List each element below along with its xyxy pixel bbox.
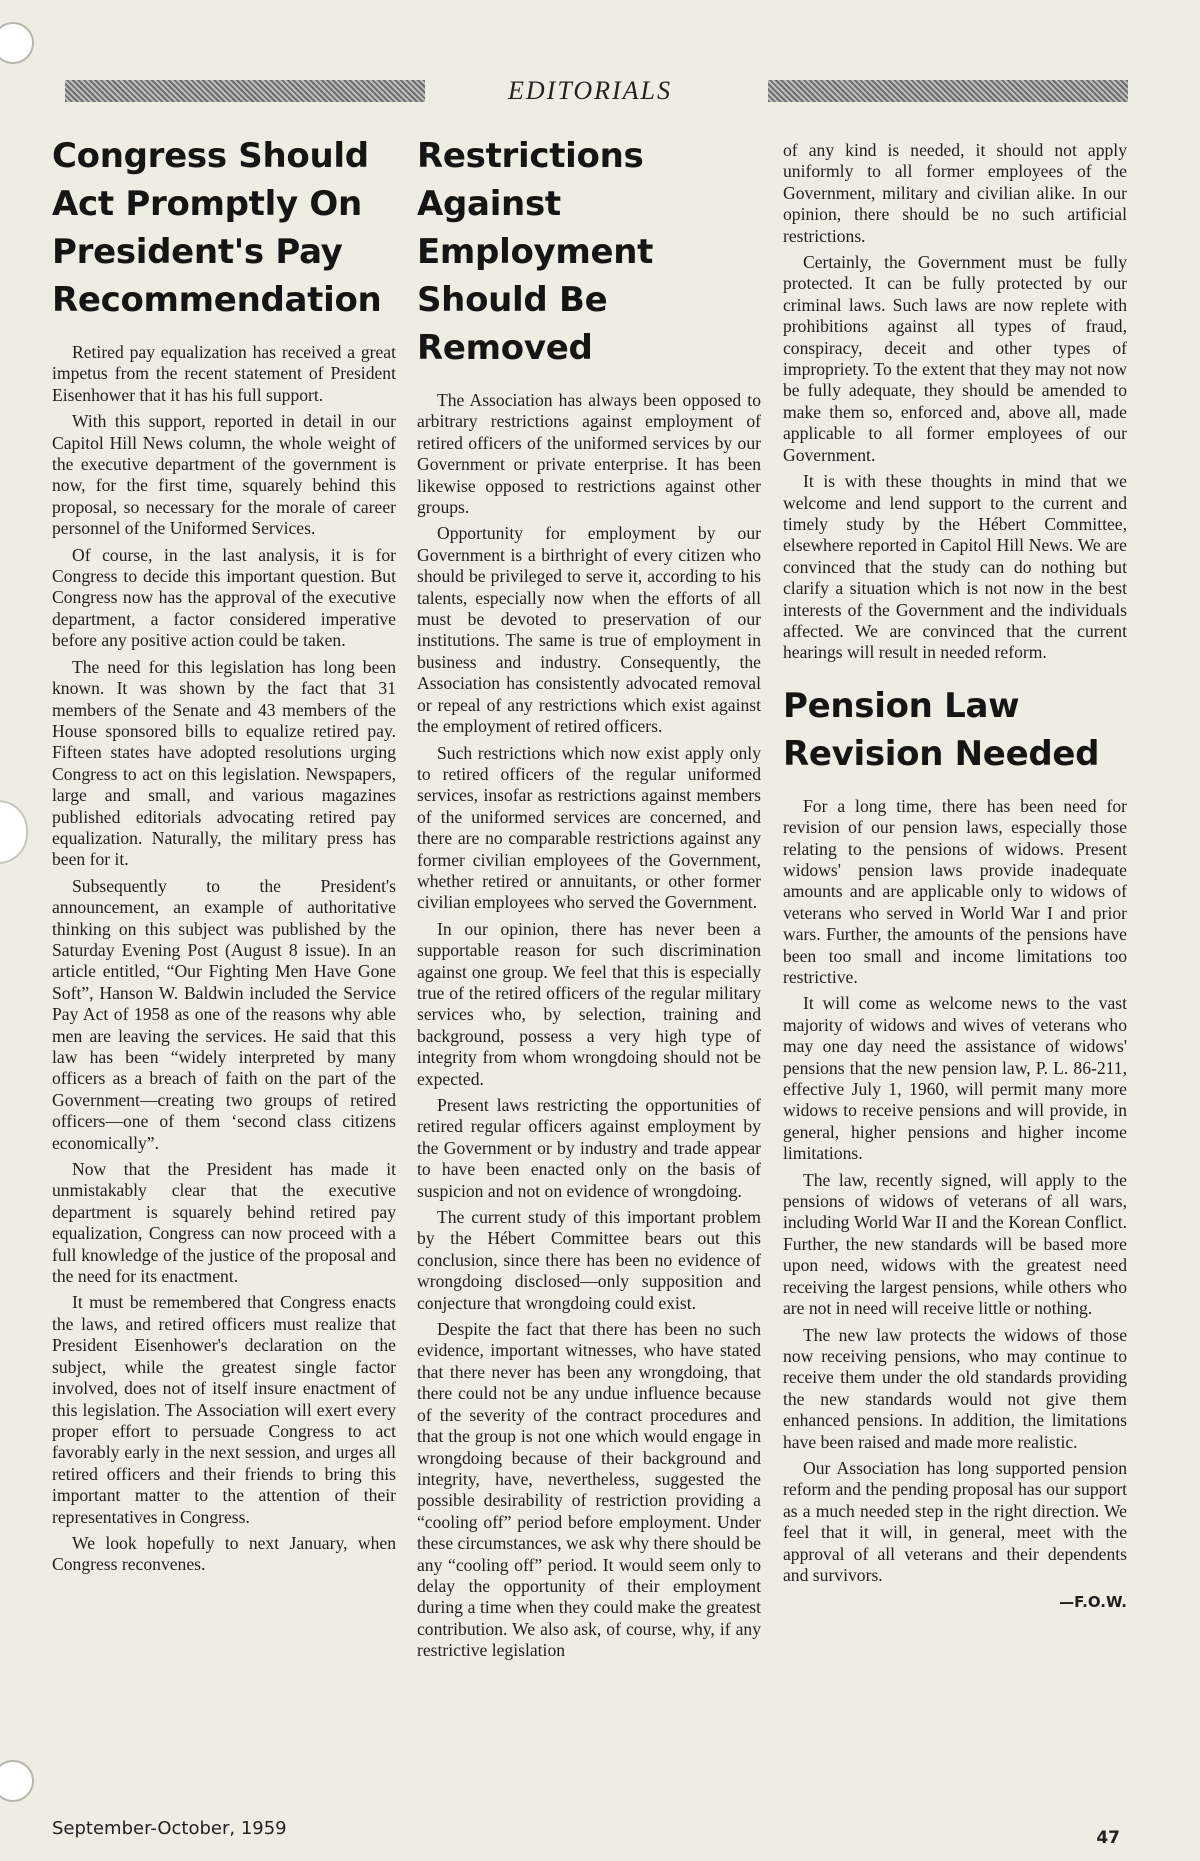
header-pattern-right — [768, 80, 1128, 102]
column-right — [783, 140, 1127, 1614]
header-pattern-left — [65, 80, 425, 102]
column-middle — [417, 132, 761, 1667]
article-paragraph: Opportunity for employment by our Government is a birthright of every citizen who should be privileged to serve it, according to his talents, especially now when the efforts of all must be devoted to preservation of our institutions. The same is true of employment in business and industry. Consequently, the Association has consistently advocated removal or repeal of any restrictions which exist against the employment of retired officers. — [417, 523, 761, 737]
article-paragraph: It must be remembered that Congress enacts the laws, and retired officers must realize that President Eisenhower's declaration on the subject, while the greatest single factor involved, does not of itself insure enactment of this legislation. The Association will exert every proper effort to persuade Congress to act favorably early in the next session, and urges all retired officers and their friends to bring this important matter to the attention of their representatives in Congress. — [52, 1292, 396, 1527]
binder-hole-top — [0, 22, 34, 64]
article-paragraph: For a long time, there has been need for revision of our pension laws, especially those relating to the pensions of widows. Present widows' pension laws provide inadequate amounts and are applicable only to widows of veterans who served in World War I and prior wars. Further, the amounts of the pensions have been too small and income limitations too restrictive. — [783, 795, 1127, 987]
section-title: EDITORIALS — [508, 76, 672, 105]
article-paragraph: Subsequently to the President's announcement, an example of authoritative thinking on this subject was published by the Saturday Evening Post (August 8 issue). In an article entitled, “Our Fighting Men Have Gone Soft”, Hanson W. Baldwin included the Service Pay Act of 1958 as one of the reasons why able men are leaving the services. He said that this law has been “widely interpreted by many officers as a breach of faith on the part of the Government—creating two groups of retired officers—one of them ‘second class citizens economically”. — [52, 875, 396, 1153]
article-paragraph: We look hopefully to next January, when Congress reconvenes. — [52, 1532, 396, 1575]
issue-date: September-October, 1959 — [52, 1818, 287, 1839]
article-paragraph: Our Association has long supported pension reform and the pending proposal has our support as a much needed step in the right direction. We feel that it will, in general, meet with the approval of all veterans and their dependents and survivors. — [783, 1457, 1127, 1585]
article-paragraph-continued: It is with these thoughts in mind that we welcome and lend support to the current and timely study by the Hébert Committee, elsewhere reported in Capitol Hill News. We are convinced that the study can do nothing but clarify a situation which is not now in the best interests of the Government and the individuals affected. We are convinced that the current hearings will result in needed reform. — [783, 471, 1127, 663]
article-paragraph-continued: of any kind is needed, it should not apply uniformly to all former employees of the Government, military and civilian alike. In our opinion, there should be no such artificial restrictions. — [783, 140, 1127, 246]
binder-notch — [0, 800, 28, 864]
article-paragraph: Present laws restricting the opportunities of retired regular officers against employment by the Government or by industry and trade appear to have been enacted only on the basis of suspicion and not on evidence of wrongdoing. — [417, 1095, 761, 1201]
article-paragraph: The law, recently signed, will apply to the pensions of widows of veterans of all wars, including World War II and the Korean Conflict. Further, the new standards will be based more upon need, widows with the greatest need receiving the largest pensions, while others who are not in need will receive little or nothing. — [783, 1169, 1127, 1319]
article-paragraph: Such restrictions which now exist apply only to retired officers of the regular uniformed services, insofar as restrictions against members of the uniformed services are concerned, and there are no comparable restrictions against any former civilian employees of the Government, whether retired or annuitants, or other former civilian employees who served the Government. — [417, 742, 761, 913]
article-paragraph-continued: Certainly, the Government must be fully protected. It can be fully protected by our criminal laws. Such laws are now replete with prohibitions against all types of fraud, conspiracy, deceit and other types of impropriety. To the extent that they may not now be fully adequate, they should be amended to make them so, enforced and, above all, made applicable to all former employees of our Government. — [783, 252, 1127, 465]
article-headline: Pension Law Revision Needed — [783, 685, 1100, 774]
author-signature: —F.O.W. — [1059, 1593, 1127, 1612]
article-paragraph: With this support, reported in detail in our Capitol Hill News column, the whole weight of the executive department of the government is now, for the first time, squarely behind this proposal, so necessary for the morale of career personnel of the Uniformed Services. — [52, 411, 396, 539]
article-paragraph: The need for this legislation has long been known. It was shown by the fact that 31 members of the Senate and 43 members of the House sponsored bills to equalize retired pay. Fifteen states have adopted resolutions urging Congress to act on this legislation. Newspapers, large and small, and various magazines published editorials advocating retired pay equalization. Naturally, the military press has been for it. — [52, 656, 396, 870]
article-headline: Restrictions Against Employment Should Be Removed — [417, 136, 654, 368]
article-paragraph: In our opinion, there has never been a supportable reason for such discrimination against one group. We feel that this is especially true of the retired officers of the regular military services who, by selection, training and background, possess a very high type of integrity from whom wrongdoing should not be expected. — [417, 918, 761, 1089]
article-paragraph: Despite the fact that there has been no such evidence, important witnesses, who have stated that there never has been any wrongdoing, that there could not be any undue influence because of the severity of the contract procedures and that the group is not one which would engage in wrongdoing because of their background and integrity, have, nevertheless, suggested the possible desirability of restriction providing a “cooling off” period before employment. Under these circumstances, we ask why there should be any “cooling off” period. It would seem only to delay the opportunity of their employment during a time when they could make the greatest contribution. We also ask, of course, why, if any restrictive legislation — [417, 1319, 761, 1661]
column-left — [52, 132, 396, 1581]
article-paragraph: The new law protects the widows of those now receiving pensions, who may continue to receive them under the old standards providing the new standards would not give them enhanced pensions. In addition, the limitations have been raised and made more realistic. — [783, 1324, 1127, 1452]
article-paragraph: Retired pay equalization has received a great impetus from the recent statement of President Eisenhower that it has his full support. — [52, 342, 396, 405]
article-paragraph: Of course, in the last analysis, it is for Congress to decide this important question. But Congress now has the approval of the executive department, a factor considered imperative before any positive action could be taken. — [52, 544, 396, 651]
article-paragraph: Now that the President has made it unmistakably clear that the executive department is squarely behind retired pay equalization, Congress can now proceed with a full knowledge of the justice of the proposal and the need for its enactment. — [52, 1159, 396, 1287]
article-paragraph: The current study of this important problem by the Hébert Committee bears out this conclusion, since there has been no evidence of wrongdoing disclosed—only supposition and conjecture that wrongdoing could exist. — [417, 1207, 761, 1313]
article-paragraph: It will come as welcome news to the vast majority of widows and wives of veterans who may one day need the assistance of widows' pensions that the new pension law, P. L. 86-211, effective July 1, 1960, will permit many more widows to receive pensions and will provide, in general, higher pensions and higher income limitations. — [783, 993, 1127, 1164]
article-paragraph: The Association has always been opposed to arbitrary restrictions against employment of retired officers of the uniformed services by our Government or private enterprise. It has been likewise opposed to restrictions against other groups. — [417, 390, 761, 518]
binder-hole-bottom — [0, 1760, 34, 1802]
article-headline: Congress Should Act Promptly On President's Pay Recommendation — [52, 136, 382, 320]
page-number: 47 — [1096, 1828, 1120, 1848]
